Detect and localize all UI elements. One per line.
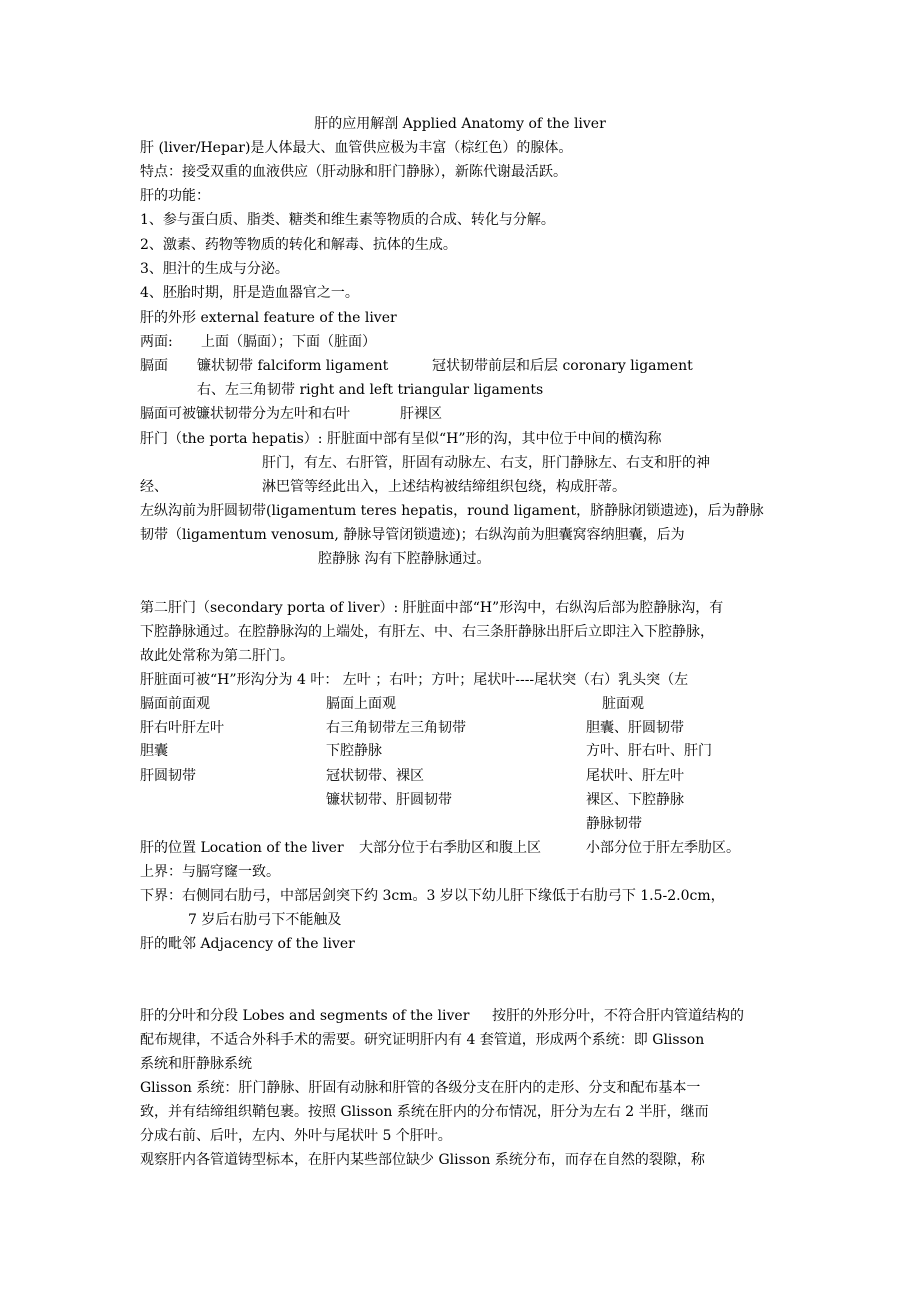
- porta-line-3b: 淋巴管等经此出入，上述结构被结缔组织包绕，构成肝蒂。: [262, 479, 626, 495]
- lower-border-1: 下界：右侧同右肋弓，中部居剑突下约 3cm。3 岁以下幼儿肝下缘低于右肋弓下 1.5-2.0cm，: [140, 888, 725, 904]
- location-major: 大部分位于右季肋区和腹上区: [359, 840, 541, 856]
- view-col3-item: 方叶、肝右叶、肝门: [586, 743, 712, 759]
- porta-line-3a: 经、: [140, 479, 168, 495]
- location-heading: 肝的位置 Location of the liver: [140, 840, 344, 856]
- view-col3-item: 静脉韧带: [586, 816, 642, 832]
- intro-line-1: 肝 (liver/Hepar)是人体最大、血管供应极为丰富（棕红色）的腺体。: [140, 140, 573, 156]
- lobes-line-7: 观察肝内各管道铸型标本，在肝内某些部位缺少 Glisson 系统分布，而存在自然的裂隙，称: [140, 1152, 705, 1168]
- triangular-ligaments: 右、左三角韧带 right and left triangular ligaments: [197, 382, 544, 398]
- function-item-1: 1、参与蛋白质、脂类、糖类和维生素等物质的合成、转化与分解。: [140, 212, 555, 228]
- view-col1-header: 膈面前面观: [140, 696, 210, 712]
- secondary-line-4: 肝脏面可被“H”形沟分为 4 叶： 左叶 ；右叶；方叶；尾状叶----尾状突（右）乳头突（左: [140, 672, 689, 688]
- surfaces-label: 两面:: [140, 334, 173, 350]
- view-col2-item: 右三角韧带左三角韧带: [326, 720, 466, 736]
- coronary-ligament: 冠状韧带前层和后层 coronary ligament: [432, 358, 693, 374]
- lobes-line-5: 致，并有结缔组织鞘包裹。按照 Glisson 系统在肝内的分布情况，肝分为左右 2 半肝，继而: [140, 1104, 709, 1120]
- porta-line-1: 肝门（the porta hepatis）: 肝脏面中部有呈似“H”形的沟，其中位于中间的横沟称: [140, 431, 662, 447]
- lobes-line-1b: 按肝的外形分叶，不符合肝内管道结构的: [492, 1008, 744, 1024]
- external-heading: 肝的外形 external feature of the liver: [140, 310, 397, 326]
- secondary-line-3: 故此处常称为第二肝门。: [140, 648, 294, 664]
- view-col3-item: 尾状叶、肝左叶: [586, 768, 684, 784]
- lobes-heading: 肝的分叶和分段 Lobes and segments of the liver: [140, 1008, 470, 1024]
- view-col1-item: 肝圆韧带: [140, 768, 196, 784]
- falciform-ligament: 镰状韧带 falciform ligament: [197, 358, 389, 374]
- view-col2-item: 下腔静脉: [326, 743, 382, 759]
- porta-line-6: 腔静脉 沟有下腔静脉通过。: [318, 551, 491, 567]
- surfaces-value: 上面（膈面）；下面（脏面）: [201, 334, 376, 350]
- view-col2-header: 膈面上面观: [326, 696, 396, 712]
- lobes-line-6: 分成右前、后叶，左内、外叶与尾状叶 5 个肝叶。: [140, 1128, 452, 1144]
- porta-line-2: 肝门，有左、右肝管，肝固有动脉左、右支，肝门静脉左、右支和肝的神: [262, 455, 710, 471]
- function-item-2: 2、激素、药物等物质的转化和解毒、抗体的生成。: [140, 237, 457, 253]
- lobes-line-2: 配布规律，不适合外科手术的需要。研究证明肝内有 4 套管道，形成两个系统：即 Glisson: [140, 1032, 705, 1048]
- secondary-line-2: 下腔静脉通过。在腔静脉沟的上端处，有肝左、中、右三条肝静脉出肝后立即注入下腔静脉，: [140, 624, 714, 640]
- adjacency-heading: 肝的毗邻 Adjacency of the liver: [140, 936, 355, 952]
- upper-border: 上界：与膈穹窿一致。: [140, 864, 280, 880]
- porta-line-5: 韧带（ligamentum venosum, 静脉导管闭锁遗迹)；右纵沟前为胆囊窝容纳胆囊，后为: [140, 527, 685, 543]
- function-item-4: 4、胚胎时期，肝是造血器官之一。: [140, 285, 359, 301]
- lobes-line-4: Glisson 系统：肝门静脉、肝固有动脉和肝管的各级分支在肝内的走形、分支和配布基本一: [140, 1080, 701, 1096]
- view-col3-item: 胆囊、肝圆韧带: [586, 720, 684, 736]
- view-col3-header: 脏面观: [602, 696, 644, 712]
- bare-area: 肝裸区: [400, 406, 442, 422]
- location-minor: 小部分位于肝左季肋区。: [586, 840, 740, 856]
- functions-heading: 肝的功能：: [140, 188, 210, 204]
- intro-line-2: 特点：接受双重的血液供应（肝动脉和肝门静脉），新陈代谢最活跃。: [140, 164, 567, 180]
- lobes-line-3: 系统和肝静脉系统: [140, 1056, 252, 1072]
- view-col1-item: 肝右叶肝左叶: [140, 720, 224, 736]
- document-title: 肝的应用解剖 Applied Anatomy of the liver: [314, 116, 606, 132]
- lower-border-2: 7 岁后右肋弓下不能触及: [188, 912, 342, 928]
- view-col3-item: 裸区、下腔静脉: [586, 792, 684, 808]
- function-item-3: 3、胆汁的生成与分泌。: [140, 261, 289, 277]
- view-col1-item: 胆囊: [140, 743, 168, 759]
- view-col2-item: 冠状韧带、裸区: [326, 768, 424, 784]
- porta-line-4: 左纵沟前为肝圆韧带(ligamentum teres hepatis，round ligament，脐静脉闭锁遗迹)，后为静脉: [140, 503, 764, 519]
- lobe-division: 膈面可被镰状韧带分为左叶和右叶: [140, 406, 350, 422]
- diaphragm-label: 膈面: [140, 358, 168, 374]
- secondary-line-1: 第二肝门（secondary porta of liver）: 肝脏面中部“H”形沟中，右纵沟后部为腔静脉沟，有: [140, 600, 724, 616]
- view-col2-item: 镰状韧带、肝圆韧带: [326, 792, 452, 808]
